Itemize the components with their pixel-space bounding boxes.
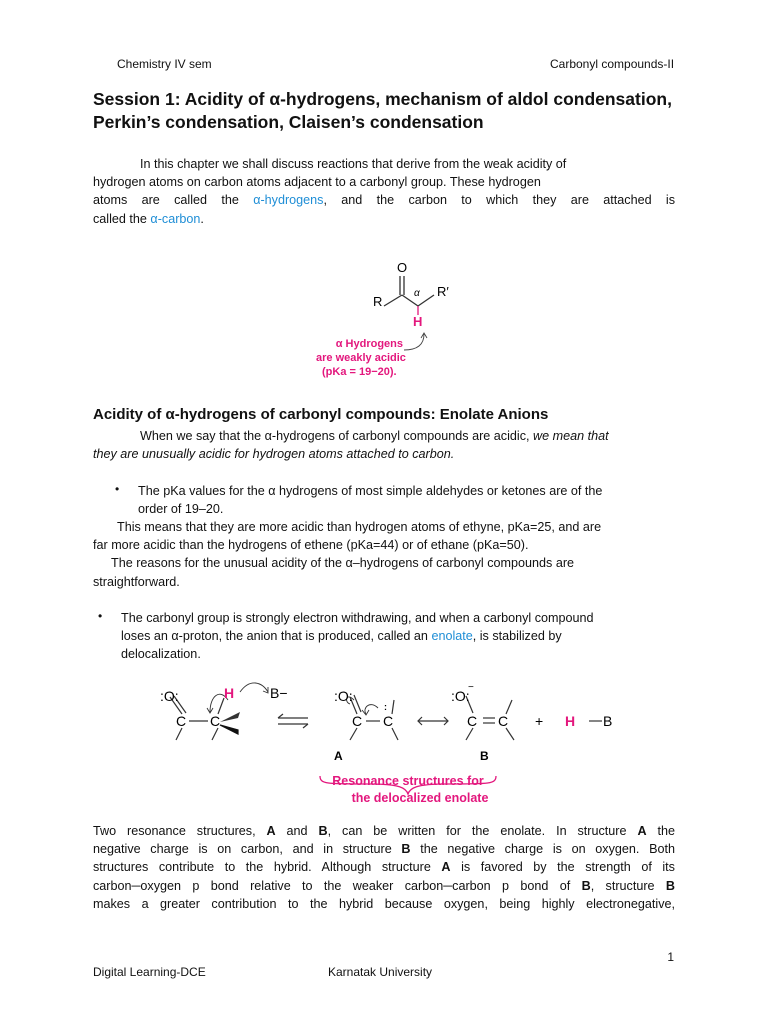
closing-bold: B	[401, 842, 411, 857]
intro-line-2: hydrogen atoms on carbon atoms adjacent to a carbonyl group. These hydrogen	[93, 175, 541, 190]
section-paragraph-1	[93, 427, 675, 463]
section-italic: we mean that	[533, 429, 609, 443]
p2-line-1: This means that they are more acidic than hydrogen atoms of ethyne, pKa=25, and are	[117, 520, 602, 534]
closing-text: negative charge is on carbon, and in structure	[93, 842, 402, 857]
section-heading: Acidity of α-hydrogens of carbonyl compounds: Enolate Anions	[93, 406, 549, 423]
hb-h-label: H	[565, 713, 576, 729]
closing-line-2	[93, 840, 675, 858]
title-line-2: Perkin’s condensation, Claisen’s condensation	[93, 112, 484, 132]
intro-text: called the	[93, 211, 151, 226]
lone-pair-mark: :	[384, 702, 387, 712]
carbon-label: C	[498, 713, 509, 729]
closing-bold: A	[637, 824, 647, 838]
p2-line-2: far more acidic than the hydrogens of ethene (pKa=44) or of ethane (pKa=50).	[93, 538, 529, 553]
enolate-resonance-figure	[150, 678, 620, 808]
intro-line-3	[93, 191, 675, 209]
closing-text: the negative charge is on oxygen. Both	[410, 842, 675, 857]
note-line-1: α Hydrogens	[335, 338, 403, 350]
oxygen-label: :O:	[160, 688, 179, 704]
carbon-label: C	[352, 713, 363, 729]
closing-line-4	[93, 877, 675, 895]
intro-paragraph	[93, 155, 675, 228]
intro-line-4	[93, 210, 675, 228]
closing-text: and	[275, 824, 319, 838]
p3-line-1: The reasons for the unusual acidity of the α–hydrogens of carbonyl compounds are	[111, 556, 575, 571]
bullet-1-line-1: The pKa values for the α hydrogens of most simple aldehydes or ketones are of the	[138, 484, 603, 498]
carbon-label: C	[210, 713, 221, 729]
oxygen-label: O	[397, 260, 408, 275]
r-label: R	[373, 294, 383, 309]
alpha-hydrogens-term: α-hydrogens	[253, 193, 324, 208]
closing-text: , can be written for the enolate. In structure	[327, 824, 638, 838]
structure-a-label: A	[334, 749, 343, 763]
intro-line-1: In this chapter we shall discuss reactions that derive from the weak acidity of	[140, 157, 567, 171]
header-right: Carbonyl compounds-II	[550, 57, 675, 71]
h-label: H	[413, 314, 423, 329]
bullet-text: loses an α-proton, the anion that is produced, called an	[121, 629, 432, 644]
closing-text: carbon─oxygen p bond relative to the weaker carbon─carbon p bond of	[93, 878, 582, 893]
header-left: Chemistry IV sem	[117, 57, 212, 71]
closing-line-5: makes a greater contribution to the hybrid because oxygen, being highly electronegative,	[93, 896, 675, 911]
page-number: 1	[667, 950, 674, 964]
footer-left: Digital Learning-DCE	[93, 965, 206, 979]
closing-text: the	[646, 824, 675, 838]
bullet-2	[121, 609, 675, 664]
bullet-2-line-1: The carbonyl group is strongly electron withdrawing, and when a carbonyl compound	[121, 611, 594, 625]
section-paragraph-2	[93, 518, 675, 591]
carbon-label: C	[176, 713, 187, 729]
p3-line-2: straightforward.	[93, 574, 180, 589]
closing-line-1	[93, 822, 675, 840]
closing-bold: B	[581, 878, 591, 893]
note-line-3: (pKa = 19−20).	[322, 366, 397, 378]
closing-bold: B	[665, 878, 675, 893]
closing-text: , structure	[590, 878, 666, 893]
caption-line-2: the delocalized enolate	[351, 791, 489, 805]
carbon-label: C	[467, 713, 478, 729]
closing-bold: B	[318, 824, 328, 838]
h-label: H	[224, 685, 235, 701]
bullet-marker: •	[115, 482, 120, 496]
carbon-label: C	[383, 713, 394, 729]
oxygen-label: :O:	[334, 688, 353, 704]
hb-b-label: B	[603, 713, 613, 729]
r-prime-label: R′	[437, 284, 449, 299]
alpha-label: α	[414, 288, 420, 299]
bullet-marker: •	[98, 609, 103, 623]
page-title	[93, 88, 693, 134]
closing-text: is favored by the strength of its	[450, 860, 675, 875]
structure-b-label: B	[480, 749, 489, 763]
closing-paragraph	[93, 822, 675, 913]
note-line-2: are weakly acidic	[316, 352, 406, 364]
section-line-1	[93, 427, 675, 445]
closing-text: Two resonance structures,	[93, 824, 267, 838]
section-line-2: they are unusually acidic for hydrogen atoms attached to carbon.	[93, 447, 455, 462]
enolate-term: enolate	[431, 629, 473, 644]
bullet-1	[138, 482, 675, 518]
intro-text: , and the carbon to which they are attached is	[323, 193, 675, 208]
charge-mark: −	[468, 682, 474, 693]
intro-text: .	[200, 211, 204, 226]
base-label: B−	[270, 685, 288, 701]
footer-center: Karnatak University	[328, 965, 433, 979]
bullet-2-line-2	[121, 627, 675, 645]
alpha-hydrogen-figure	[300, 250, 480, 385]
bullet-2-line-3: delocalization.	[121, 647, 201, 662]
title-line-1: Session 1: Acidity of α-hydrogens, mechanism of aldol condensation,	[93, 89, 672, 109]
section-text: When we say that the α-hydrogens of carbonyl compounds are acidic,	[140, 429, 533, 443]
closing-bold: A	[441, 860, 451, 875]
closing-line-3	[93, 858, 675, 876]
oxygen-label: :O:	[451, 688, 470, 704]
alpha-carbon-term: α-carbon	[150, 211, 201, 226]
intro-text: atoms are called the	[93, 193, 254, 208]
closing-bold: A	[266, 824, 276, 838]
caption-line-1: Resonance structures for	[332, 774, 484, 788]
closing-text: structures contribute to the hybrid. Although structure	[93, 860, 442, 875]
bullet-text: , is stabilized by	[472, 629, 562, 644]
bullet-1-line-2: order of 19–20.	[138, 502, 224, 517]
plus-sign: +	[535, 713, 544, 729]
